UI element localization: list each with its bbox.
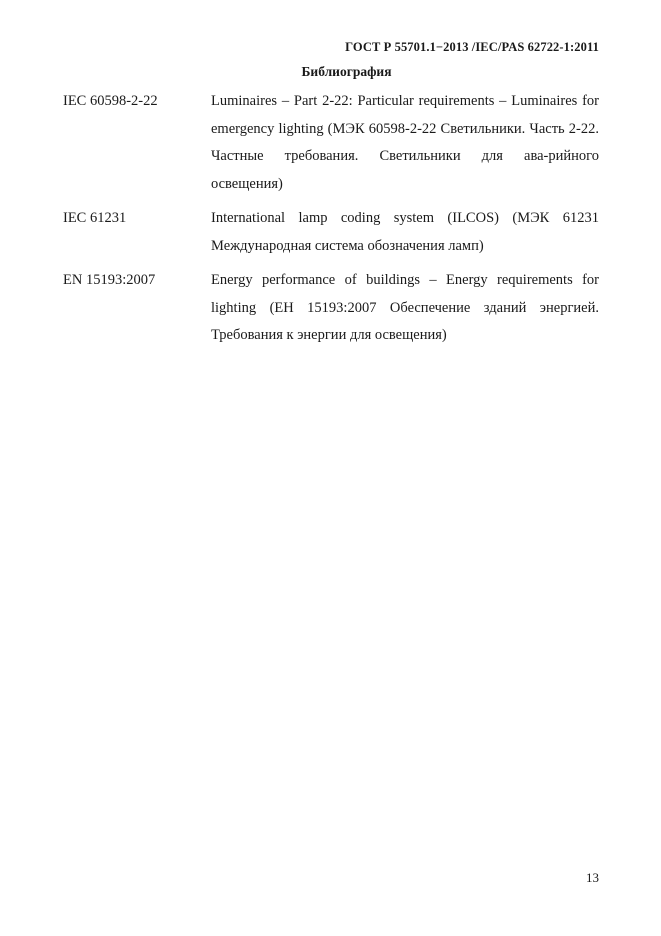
- page-number: 13: [586, 870, 599, 885]
- bibliography-entry: [63, 88, 599, 198]
- entry-text: Energy performance of buildings – Energy requirements for lighting (ЕН 15193:2007 Обеспечение зданий энергией. Требования к энергии для освещения): [211, 272, 599, 343]
- entry-code: IEC 60598-2-22: [63, 93, 158, 109]
- entry-text: International lamp coding system (ILCOS) (МЭК 61231 Международная система обозначения ламп): [211, 210, 599, 254]
- bibliography-list: [63, 88, 599, 357]
- document-header: ГОСТ Р 55701.1−2013 /IEC/PAS 62722-1:2011: [345, 40, 599, 54]
- entry-code: IEC 61231: [63, 210, 127, 226]
- entry-text: Luminaires – Part 2-22: Particular requirements – Luminaires for emergency lighting (МЭК 60598-2-22 Светильники. Часть 2-22. Частные требования. Светильники для ава-рийного освещения): [211, 93, 599, 192]
- bibliography-entry: [63, 267, 599, 350]
- entry-code: EN 15193:2007: [63, 272, 156, 288]
- bibliography-title: Библиография: [301, 64, 392, 79]
- bibliography-entry: [63, 205, 599, 260]
